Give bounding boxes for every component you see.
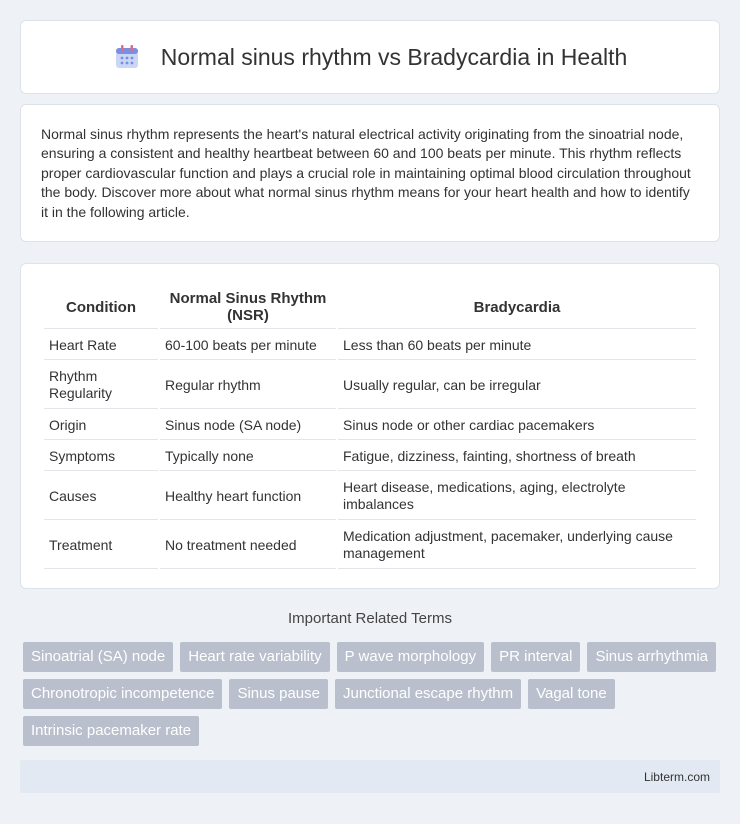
table-cell: Regular rhythm — [160, 362, 336, 409]
related-terms-list — [23, 642, 723, 746]
table-cell: 60-100 beats per minute — [160, 331, 336, 360]
table-cell: Treatment — [44, 522, 158, 569]
intro-card — [20, 104, 720, 242]
table-cell: Heart Rate — [44, 331, 158, 360]
table-cell: No treatment needed — [160, 522, 336, 569]
term-tag[interactable]: Sinus pause — [229, 679, 328, 709]
intro-text: Normal sinus rhythm represents the heart's natural electrical activity originating from the sinoatrial node, ensuring a consistent and healthy heartbeat between 60 and 100 beats per minute. This rhythm reflects proper cardiovascular function and plays a crucial role in maintaining optimal blood circulation throughout the body. Discover more about what normal sinus rhythm means for your heart health and how to identify it in the following article. — [41, 126, 691, 220]
table-row — [44, 473, 696, 520]
footer-site-link[interactable]: Libterm.com — [643, 769, 710, 784]
table-cell: Less than 60 beats per minute — [338, 331, 696, 360]
term-tag[interactable]: Vagal tone — [528, 679, 615, 709]
page-title: Normal sinus rhythm vs Bradycardia in Health — [160, 43, 628, 70]
table-cell: Medication adjustment, pacemaker, underlying cause management — [338, 522, 696, 569]
table-header-row — [44, 286, 696, 329]
term-tag[interactable]: Chronotropic incompetence — [23, 679, 222, 709]
table-cell: Usually regular, can be irregular — [338, 362, 696, 409]
table-cell: Heart disease, medications, aging, electrolyte imbalances — [338, 473, 696, 520]
table-cell: Symptoms — [44, 442, 158, 471]
header-condition: Condition — [44, 286, 158, 329]
header-bradycardia: Bradycardia — [338, 286, 696, 329]
table-cell: Rhythm Regularity — [44, 362, 158, 409]
footer — [20, 760, 720, 793]
table-row — [44, 331, 696, 360]
header-nsr: Normal Sinus Rhythm (NSR) — [160, 286, 336, 329]
term-tag[interactable]: Junctional escape rhythm — [335, 679, 521, 709]
table-row — [44, 362, 696, 409]
term-tag[interactable]: P wave morphology — [337, 642, 484, 672]
comparison-card — [20, 263, 720, 589]
table-cell: Causes — [44, 473, 158, 520]
table-cell: Healthy heart function — [160, 473, 336, 520]
term-tag[interactable]: Heart rate variability — [180, 642, 329, 672]
table-row — [44, 522, 696, 569]
table-row — [44, 411, 696, 440]
term-tag[interactable]: Intrinsic pacemaker rate — [23, 716, 199, 746]
table-cell: Typically none — [160, 442, 336, 471]
table-cell: Sinus node or other cardiac pacemakers — [338, 411, 696, 440]
table-cell: Origin — [44, 411, 158, 440]
table-row — [44, 442, 696, 471]
header-card — [20, 20, 720, 94]
related-terms-title: Important Related Terms — [288, 610, 452, 627]
table-cell: Sinus node (SA node) — [160, 411, 336, 440]
term-tag[interactable]: Sinus arrhythmia — [587, 642, 716, 672]
comparison-table — [42, 284, 698, 571]
table-cell: Fatigue, dizziness, fainting, shortness of breath — [338, 442, 696, 471]
term-tag[interactable]: PR interval — [491, 642, 580, 672]
calendar-icon — [113, 43, 141, 71]
term-tag[interactable]: Sinoatrial (SA) node — [23, 642, 173, 672]
